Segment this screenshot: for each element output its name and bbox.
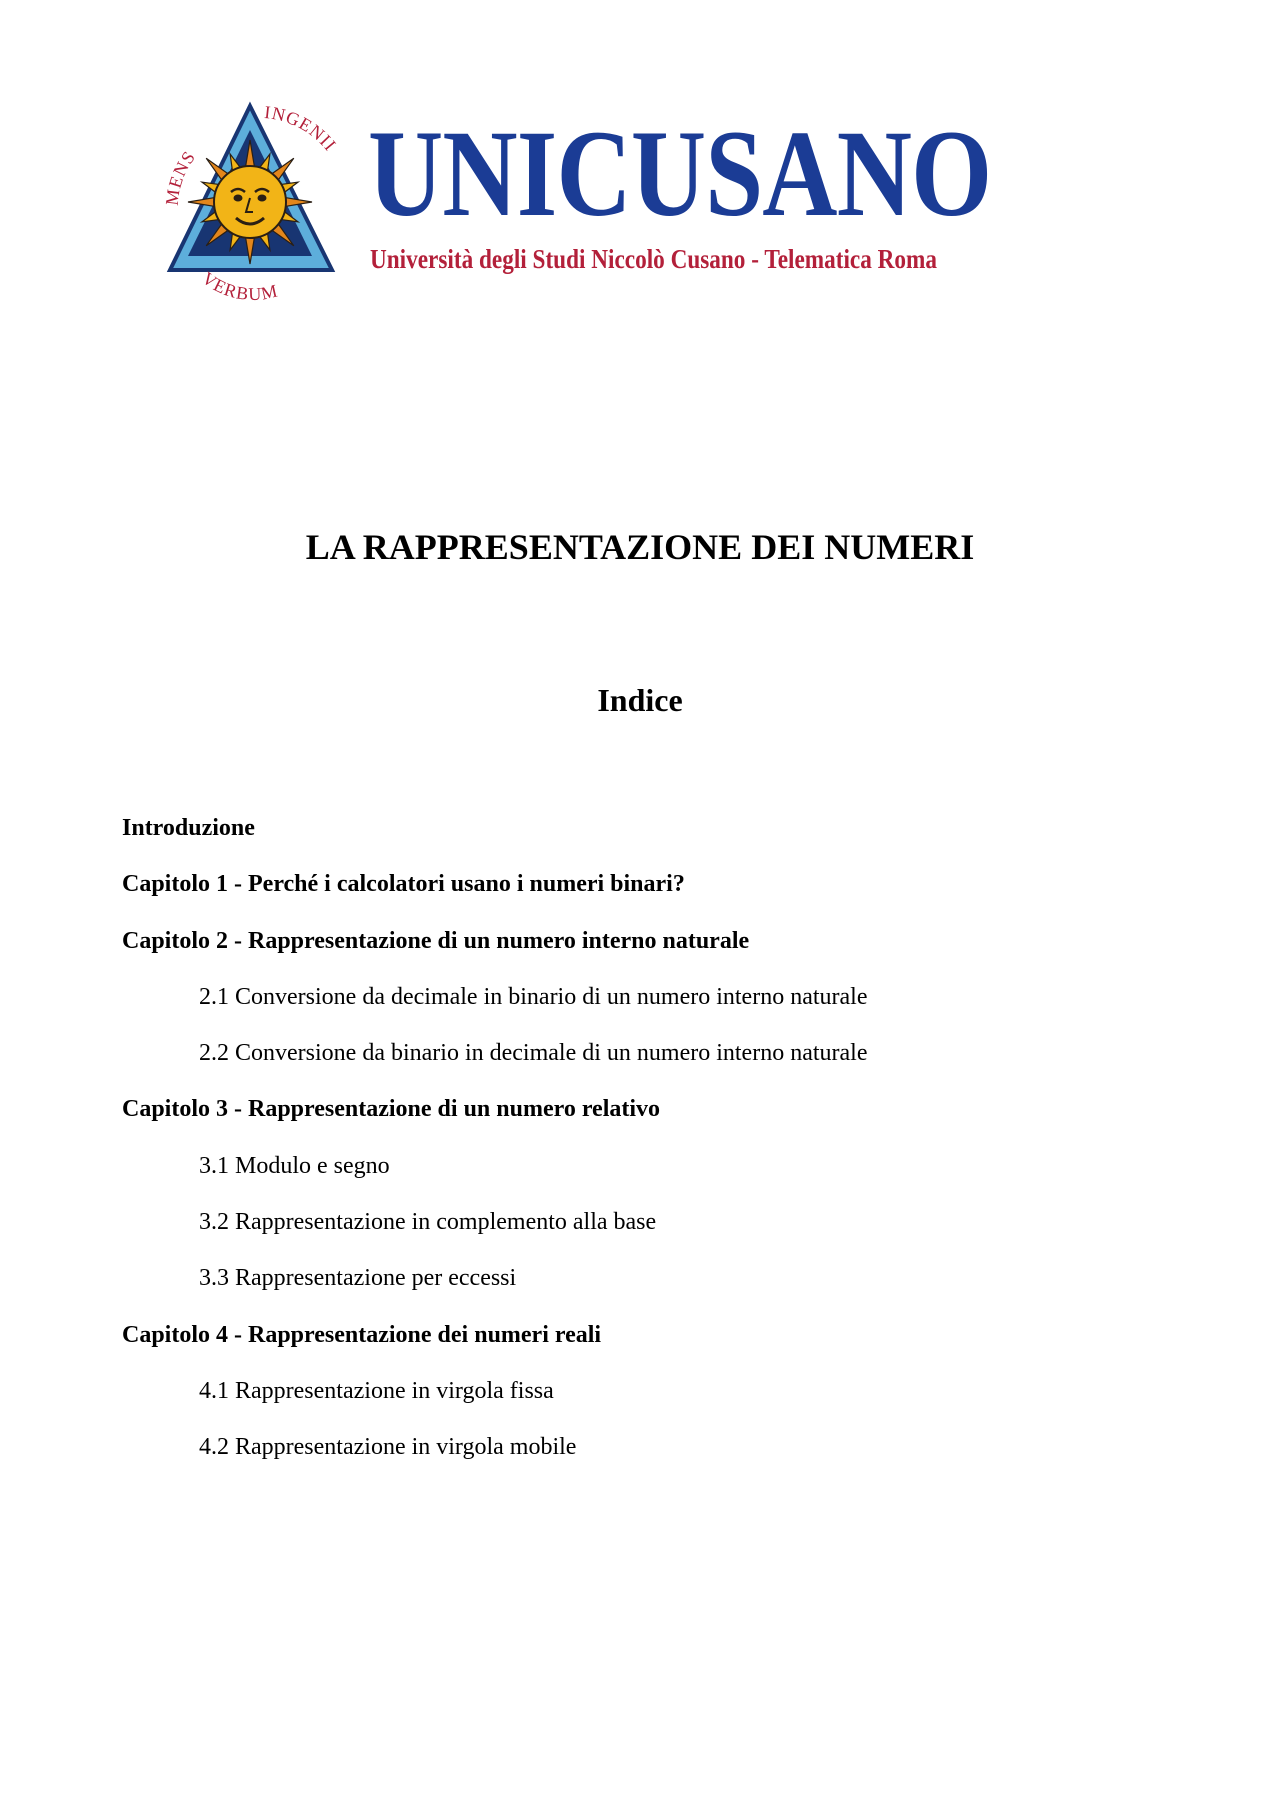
toc-section-entry: 3.1 Modulo e segno xyxy=(199,1152,390,1179)
toc-heading: Indice xyxy=(597,682,683,718)
university-emblem xyxy=(158,100,358,312)
sun-triangle-emblem-icon xyxy=(158,100,358,312)
motto-right-text: INGENII xyxy=(263,102,341,155)
wordmark-subtitle: Università degli Studi Niccolò Cusano - Telematica Roma xyxy=(370,244,937,274)
document-title: LA RAPPRESENTAZIONE DEI NUMERI xyxy=(305,527,975,567)
motto-left-text: MENS xyxy=(161,146,200,207)
toc-section-entry: 2.1 Conversione da decimale in binario di un numero interno naturale xyxy=(199,983,868,1010)
toc-section-entry: 3.3 Rappresentazione per eccessi xyxy=(199,1265,517,1292)
toc-section-entry: 4.2 Rappresentazione in virgola mobile xyxy=(199,1434,577,1461)
table-of-contents xyxy=(0,813,1280,1489)
university-wordmark xyxy=(368,105,996,274)
toc-chapter-entry: Capitolo 2 - Rappresentazione di un numero interno naturale xyxy=(122,927,750,954)
toc-chapter-entry: Capitolo 4 - Rappresentazione dei numeri reali xyxy=(122,1321,602,1348)
toc-section-entry: 2.2 Conversione da binario in decimale di un numero interno naturale xyxy=(199,1040,868,1067)
wordmark-title: UNICUSANO xyxy=(368,105,992,242)
toc-section-entry: 3.2 Rappresentazione in complemento alla base xyxy=(199,1209,657,1236)
motto-bottom-text: VERBUM xyxy=(198,267,281,305)
toc-chapter-entry: Capitolo 3 - Rappresentazione di un numero relativo xyxy=(122,1096,661,1123)
toc-chapter-entry: Introduzione xyxy=(122,815,255,841)
sun-face xyxy=(214,166,286,238)
toc-chapter-entry: Capitolo 1 - Perché i calcolatori usano i numeri binari? xyxy=(122,871,685,898)
toc-section-entry: 4.1 Rappresentazione in virgola fissa xyxy=(199,1377,554,1404)
